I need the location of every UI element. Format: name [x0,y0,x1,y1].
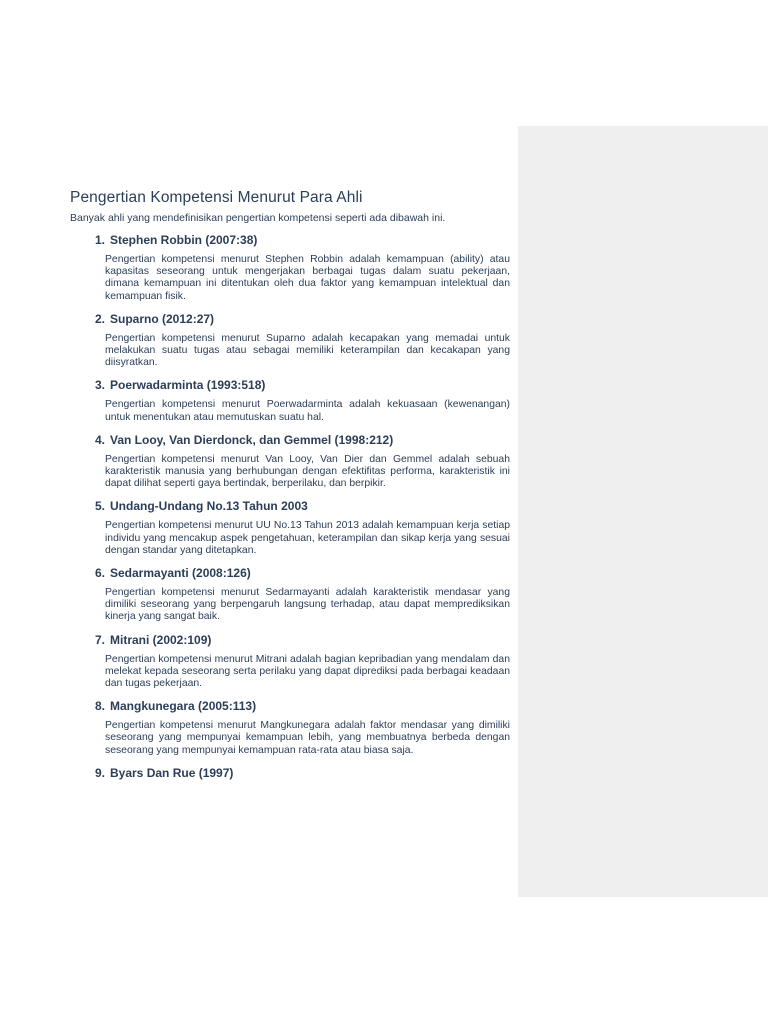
list-item-title: Mangkunegara (2005:113) [110,699,257,714]
list-item [70,378,510,423]
list-item-number: 7. [94,632,105,647]
list-item-title: Van Looy, Van Dierdonck, dan Gemmel (1998:212) [110,432,394,447]
list-item-title: Mitrani (2002:109) [110,632,212,647]
list-item-heading [70,699,510,714]
list-item-body: Pengertian kompetensi menurut Mitrani adalah bagian kepribadian yang mendalam dan melekat kepada seseorang serta perilaku yang dapat diprediksi pada berbagai keadaan dan tugas pekerjaan. [105,653,510,690]
list-item-heading [70,312,510,327]
page-title: Pengertian Kompetensi Menurut Para Ahli [70,189,363,206]
list-item-title: Suparno (2012:27) [110,311,215,326]
list-item [70,699,510,757]
list-item-heading [70,233,510,248]
list-item-heading [70,566,510,581]
comment-margin-panel [518,126,768,897]
list-item-number: 8. [94,699,105,714]
numbered-list [70,233,510,781]
document-content [70,189,510,787]
list-item-heading [70,766,510,781]
list-item-heading [70,633,510,648]
list-item [70,499,510,557]
list-item-title: Stephen Robbin (2007:38) [110,233,258,247]
list-item-number: 6. [94,566,105,581]
list-item [70,633,510,691]
list-item-number: 1. [94,233,105,247]
list-item-body: Pengertian kompetensi menurut Van Looy, Van Dier dan Gemmel adalah sebuah karakteristik manusia yang berhubungan dengan efektifitas performa, karakteristik ini dapat dilihat seperti gaya bertindak, berperilaku, dan berpikir. [105,453,510,490]
list-item [70,312,510,370]
list-item-title: Undang-Undang No.13 Tahun 2003 [110,499,308,514]
list-item [70,766,510,781]
list-item-body: Pengertian kompetensi menurut Mangkunegara adalah faktor mendasar yang dimiliki seseorang yang mempunyai kemampuan lebih, yang membuatnya berbeda dengan seseorang yang mempunyai kemampuan rata-rata atau biasa saja. [105,720,510,756]
list-item [70,433,510,491]
list-item [70,566,510,624]
list-item-body: Pengertian kompetensi menurut Poerwadarminta adalah kekuasaan (kewenangan) untuk menentukan atau memutuskan suatu hal. [105,399,510,423]
list-item-body: Pengertian kompetensi menurut UU No.13 Tahun 2013 adalah kemampuan kerja setiap individu yang mencakup aspek pengetahuan, keterampilan dan sikap kerja yang sesuai dengan standar yang ditetapkan. [105,520,510,556]
list-item-number: 5. [94,499,105,514]
list-item-number: 9. [94,765,105,780]
list-item-body: Pengertian kompetensi menurut Stephen Robbin adalah kemampuan (ability) atau kapasitas seseorang untuk mengerjakan berbagai tugas dalam suatu pekerjaan, dimana kemampuan ini ditentukan oleh dua faktor yang kemampuan intelektual dan kemampuan fisik. [105,254,510,302]
list-item-body: Pengertian kompetensi menurut Sedarmayanti adalah karakteristik mendasar yang dimiliki seseorang yang berpengaruh langsung terhadap, atau dapat memprediksikan kinerja yang sangat baik. [105,587,510,623]
list-item [70,233,510,303]
list-item-number: 3. [94,378,105,393]
list-item-title: Poerwadarminta (1993:518) [110,378,266,393]
list-item-number: 2. [94,311,105,326]
intro-paragraph: Banyak ahli yang mendefinisikan pengertian kompetensi seperti ada dibawah ini. [70,212,446,224]
list-item-title: Sedarmayanti (2008:126) [110,566,251,581]
list-item-heading [70,499,510,514]
list-item-body: Pengertian kompetensi menurut Suparno adalah kecapakan yang memadai untuk melakukan suatu tugas atau sebagai memiliki keterampilan dan kecakapan yang diisyratkan. [105,332,510,369]
list-item-heading [70,433,510,448]
list-item-title: Byars Dan Rue (1997) [110,765,234,780]
list-item-heading [70,378,510,393]
list-item-number: 4. [94,432,105,447]
